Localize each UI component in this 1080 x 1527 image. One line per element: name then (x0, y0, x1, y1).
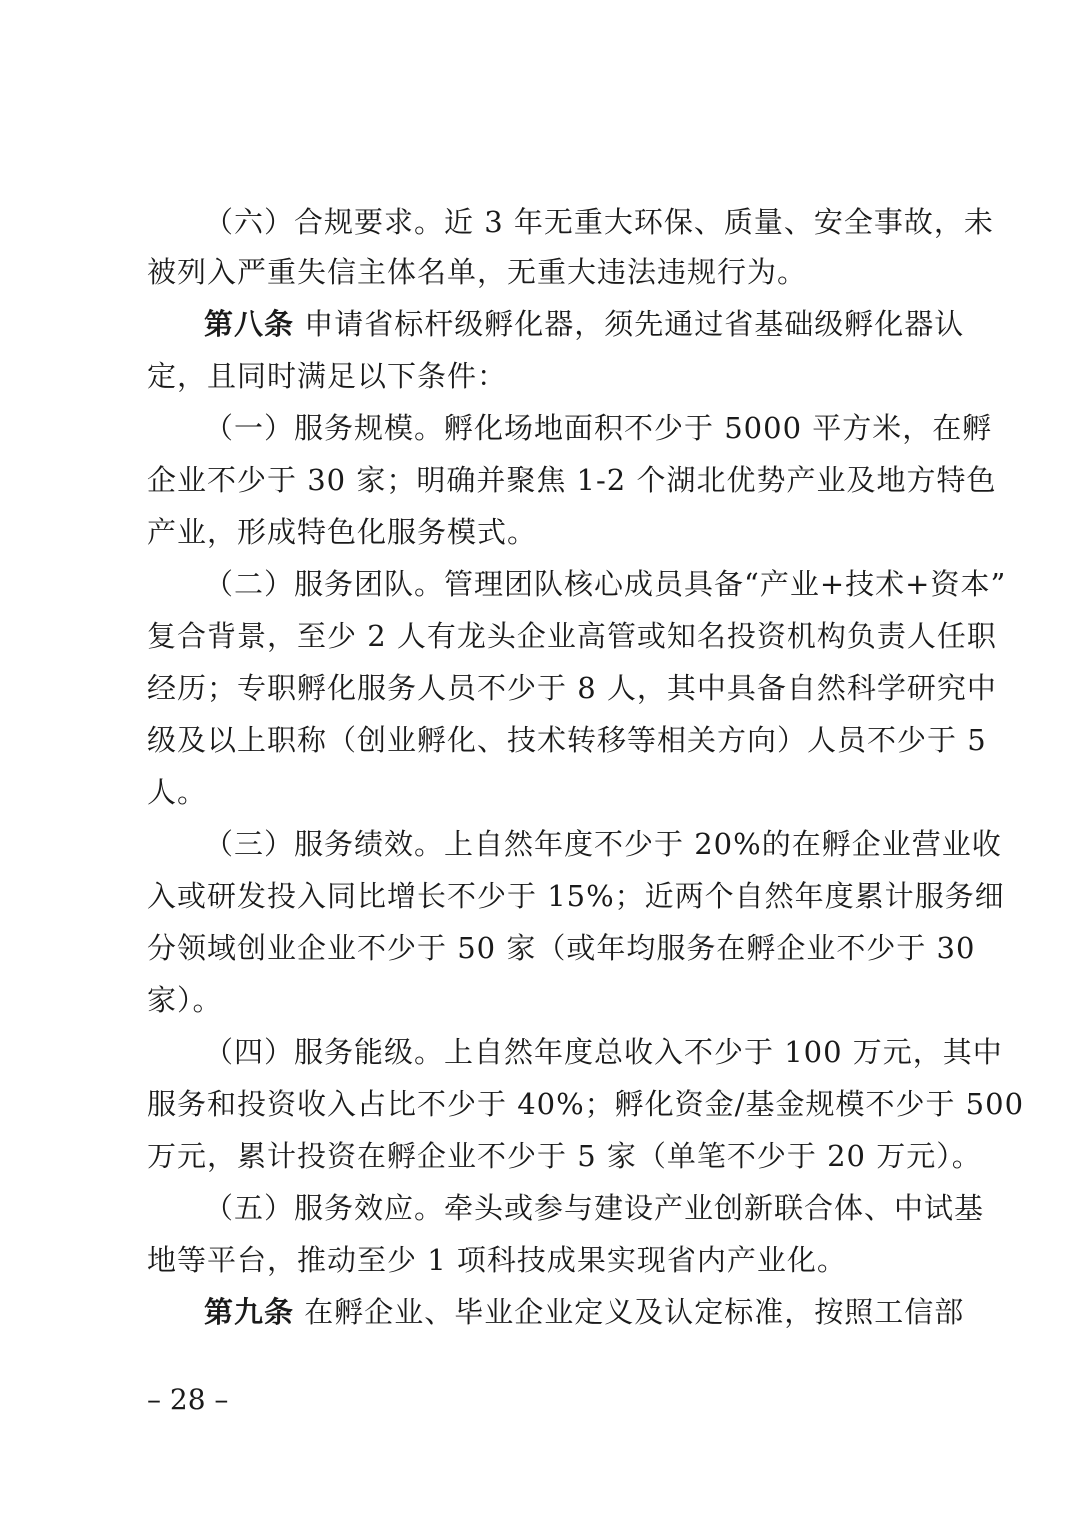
item-2-line-4: 级及以上职称（创业孵化、技术转移等相关方向）人员不少于 5 (147, 723, 987, 757)
article-8-heading: 第八条 (204, 307, 295, 341)
item-5-label: （五）服务效应。 (204, 1191, 445, 1225)
item-2-line-2: 复合背景，至少 2 人有龙头企业高管或知名投资机构负责人任职 (147, 619, 997, 653)
article-8-line-2: 定，且同时满足以下条件： (147, 359, 508, 393)
item-3-line-4: 家）。 (147, 983, 223, 1017)
item-3-label: （三）服务绩效。 (204, 827, 445, 861)
item-4-label: （四）服务能级。 (204, 1035, 445, 1069)
para6-line-2: 被列入严重失信主体名单，无重大违法违规行为。 (147, 255, 808, 289)
item-1-line-2: 企业不少于 30 家；明确并聚焦 1-2 个湖北优势产业及地方特色 (147, 463, 997, 497)
item-2-line-3: 经历；专职孵化服务人员不少于 8 人，其中具备自然科学研究中 (147, 671, 997, 705)
item-5-line-1: （五）服务效应。牵头或参与建设产业创新联合体、中试基 (204, 1191, 985, 1225)
item-2-line-5: 人。 (147, 775, 208, 809)
article-9-line-1: 第九条 在孵企业、毕业企业定义及认定标准，按照工信部 (204, 1295, 965, 1329)
item-1-line-3: 产业，形成特色化服务模式。 (147, 515, 538, 549)
article-8-line-1: 第八条 申请省标杆级孵化器，须先通过省基础级孵化器认 (204, 307, 965, 341)
item-3-line-3: 分领域创业企业不少于 50 家（或年均服务在孵企业不少于 30 (147, 931, 976, 965)
item-1-label: （一）服务规模。 (204, 411, 445, 445)
item-2-label: （二）服务团队。 (204, 567, 445, 601)
item-4-line-1: （四）服务能级。上自然年度总收入不少于 100 万元，其中 (204, 1035, 1003, 1069)
item-4-line-3: 万元，累计投资在孵企业不少于 5 家（单笔不少于 20 万元）。 (147, 1139, 982, 1173)
item-2-line-1: （二）服务团队。管理团队核心成员具备“产业+技术+资本” (204, 567, 1007, 601)
item-4-line-2: 服务和投资收入占比不少于 40%；孵化资金/基金规模不少于 500 (147, 1087, 1025, 1121)
para6-label: （六）合规要求。 (204, 205, 445, 239)
article-9-heading: 第九条 (204, 1295, 295, 1329)
page-number: – 28 – (147, 1383, 229, 1416)
para6-line-1: （六）合规要求。近 3 年无重大环保、质量、安全事故，未 (204, 205, 994, 239)
item-5-line-2: 地等平台，推动至少 1 项科技成果实现省内产业化。 (147, 1243, 847, 1277)
item-3-line-2: 入或研发投入同比增长不少于 15%；近两个自然年度累计服务细 (147, 879, 1005, 913)
item-1-line-1: （一）服务规模。孵化场地面积不少于 5000 平方米，在孵 (204, 411, 993, 445)
item-3-line-1: （三）服务绩效。上自然年度不少于 20%的在孵企业营业收 (204, 827, 1002, 861)
